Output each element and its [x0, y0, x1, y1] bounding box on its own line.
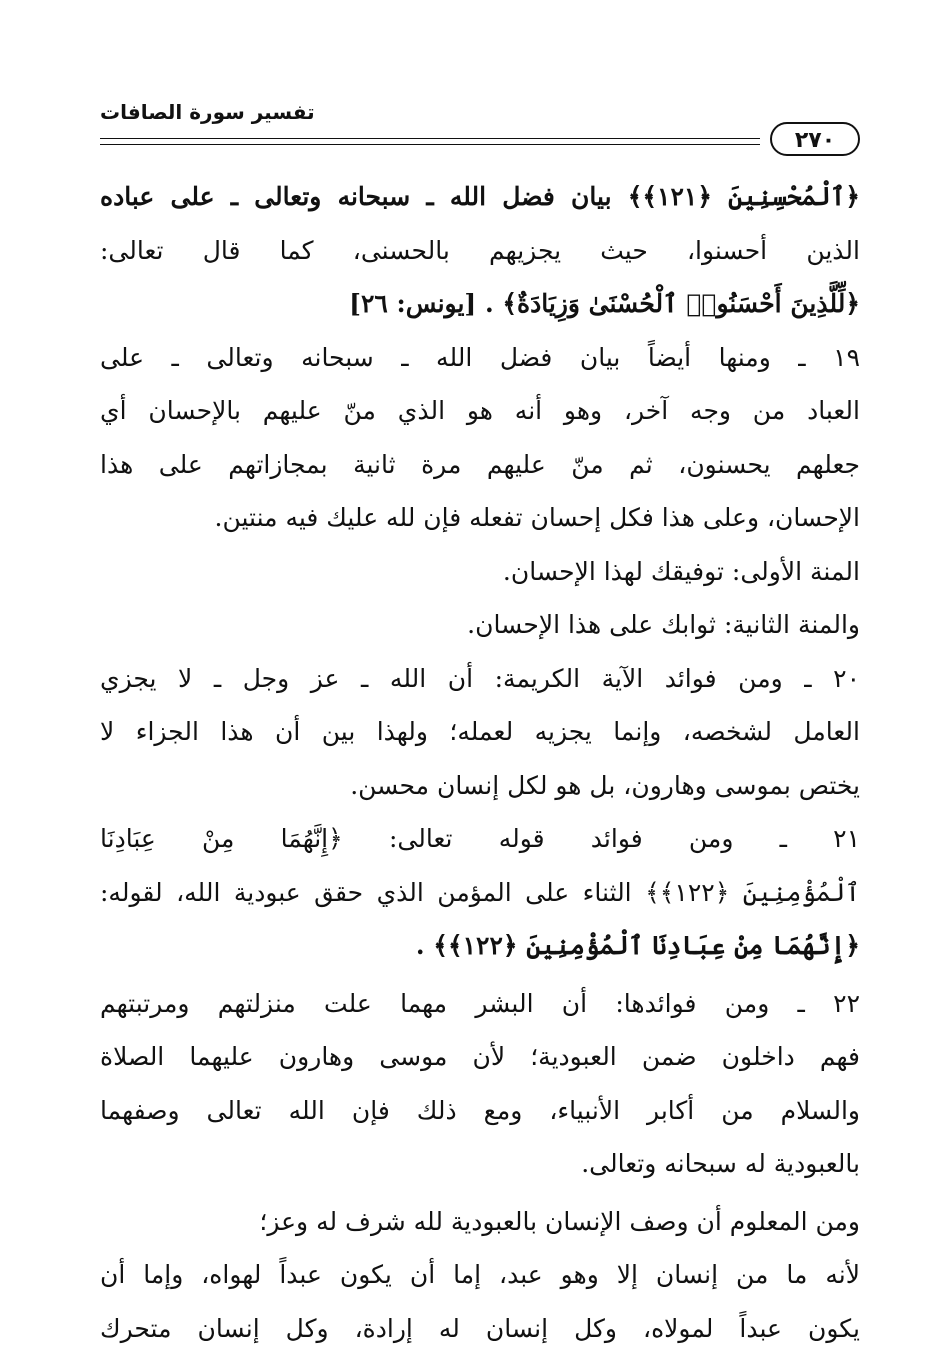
- header-rule-lower: [100, 144, 760, 145]
- text-line: ٢٢ ـ ومن فوائدها: أن البشر مهما علت منزلتهم ومرتبتهم: [100, 988, 860, 1018]
- text-line: فهم داخلون ضمن العبودية؛ لأن موسى وهارون عليهما الصلاة: [100, 1042, 860, 1071]
- running-header: [100, 98, 860, 158]
- body-text: [100, 170, 860, 1355]
- text-line: ٢٠ ـ ومن فوائد الآية الكريمة: أن الله ـ عز وجل ـ لا يجزي: [100, 663, 860, 693]
- text-line: والمنة الثانية: ثوابك على هذا الإحسان.: [467, 610, 860, 639]
- header-rule-upper: [100, 138, 760, 139]
- text-line: ١٩ ـ ومنها أيضاً بيان فضل الله ـ سبحانه وتعالى ـ على: [100, 342, 860, 372]
- text-line: ﴿إِنَّهُمَا مِنْ عِبَادِنَا ٱلْمُؤْمِنِينَ ﴿١٢٢﴾﴾ .: [415, 931, 860, 960]
- text-line: ﴿لِّلَّذِينَ أَحْسَنُوا۟ ٱلْحُسْنَىٰ وَزِيَادَةٌ﴾ . [يونس: ٢٦]: [349, 289, 860, 318]
- text-line: يختص بموسى وهارون، بل هو لكل إنسان محسن.: [350, 770, 860, 800]
- text-line: يكون عبداً لمولاه، وكل إنسان له إرادة، وكل إنسان متحرك: [100, 1313, 860, 1343]
- text-line: ﴿ٱلْمُحْسِنِينَ ﴿١٢١﴾﴾ بيان فضل الله ـ سبحانه وتعالى ـ على عباده: [100, 182, 860, 211]
- text-line: العامل لشخصه، وإنما يجزيه لعمله؛ ولهذا بين أن هذا الجزاء لا: [100, 717, 860, 746]
- running-title: تفسير سورة الصافات: [100, 100, 315, 124]
- text-line: الإحسان، وعلى هذا فكل إحسان تفعله فإن لله عليك فيه منتين.: [214, 503, 860, 532]
- text-line: ٱلْمُؤْمِنِينَ ﴿١٢٢﴾﴾ الثناء على المؤمن الذي حقق عبودية الله، لقوله:: [100, 877, 860, 907]
- text-line: المنة الأولى: توفيقك لهذا الإحسان.: [502, 556, 860, 586]
- text-line: الذين أحسنوا، حيث يجزيهم بالحسنى، كما قال تعالى:: [100, 235, 860, 265]
- text-line: لأنه ما من إنسان إلا وهو عبد، إما أن يكون عبداً لهواه، وإما أن: [100, 1260, 860, 1289]
- text-line: والسلام من أكابر الأنبياء، ومع ذلك فإن الله تعالى وصفهما: [100, 1095, 860, 1125]
- text-line: جعلهم يحسنون، ثم منّ عليهم مرة ثانية بمجازاتهم على هذا: [100, 449, 860, 479]
- text-line: بالعبودية له سبحانه وتعالى.: [581, 1149, 860, 1178]
- text-line: العباد من وجه آخر، وهو أنه هو الذي منّ عليهم بالإحسان أي: [100, 396, 860, 425]
- page-number: ٢٧٠: [770, 122, 860, 156]
- text-line: ٢١ ـ ومن فوائد قوله تعالى: ﴿إِنَّهُمَا مِنْ عِبَادِنَا: [100, 824, 860, 853]
- text-line: ومن المعلوم أن وصف الإنسان بالعبودية لله شرف له وعز؛: [259, 1206, 860, 1236]
